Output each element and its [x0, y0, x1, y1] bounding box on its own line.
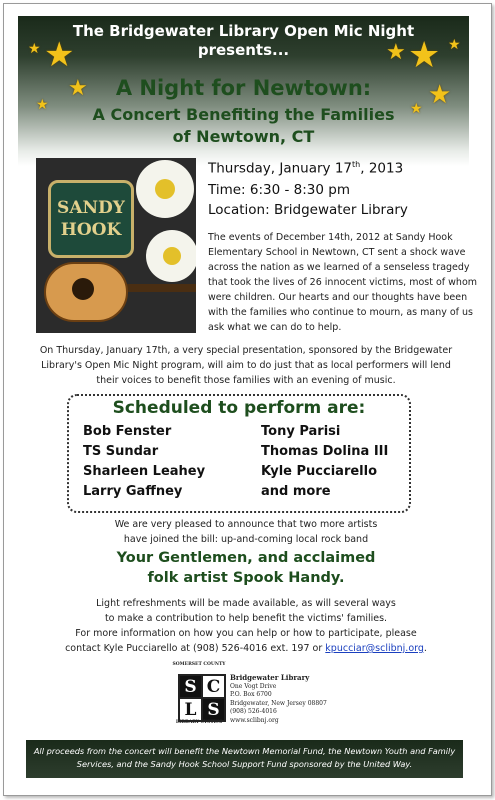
star-icon: ★ — [428, 80, 452, 110]
flyer-subtitle-2: of Newtown, CT — [172, 127, 315, 146]
sandy-hook-sign: SANDY HOOK — [48, 180, 134, 258]
header-line-1: The Bridgewater Library Open Mic Night — [72, 22, 415, 40]
contact-email-link[interactable]: kpucciar@sclibnj.org — [325, 643, 424, 654]
header-line-2: presents... — [197, 41, 290, 59]
event-location: Location: Bridgewater Library — [208, 202, 408, 218]
event-description: The events of December 14th, 2012 at Sandy Hook Elementary School in Newtown, CT sent a shock wave across the nation as we learned of a senseless tragedy that took the lives of 26 innocent victims, most of whom were children. Our hearts and our thoughts have been with the families who continue to mourn, as many of us ask what we can do to help. — [208, 232, 478, 333]
performer-name: TS Sundar — [83, 444, 159, 459]
performer-name: Larry Gaffney — [83, 484, 183, 499]
announcement-highlight-2: folk artist Spook Handy. — [147, 570, 345, 586]
flyer-header — [18, 16, 469, 166]
announcement-line-1: We are very pleased to announce that two more artists — [114, 519, 378, 530]
event-time: Time: 6:30 - 8:30 pm — [208, 182, 350, 198]
performer-name: Bob Fenster — [83, 424, 172, 439]
star-icon: ★ — [448, 37, 461, 53]
performer-name: Kyle Pucciarello — [261, 464, 378, 479]
announcement-line-2: have joined the bill: up-and-coming local rock band — [123, 534, 369, 545]
star-icon: ★ — [28, 41, 41, 57]
flyer-subtitle-1: A Concert Benefiting the Families — [92, 105, 395, 124]
event-paragraph: On Thursday, January 17th, a very special presentation, sponsored by the Bridgewater Library's Open Mic Night program, will aim to do just that as local performers will lend their voices to benefit those families with an evening of music. — [39, 345, 453, 386]
info-line-3: For more information on how you can help or how to participate, please — [75, 628, 417, 639]
footer-banner: All proceeds from the concert will benefit the Newtown Memorial Fund, the Newtown Youth and Family Services, and the Sandy Hook School Support Fund sponsored by the United Way. — [26, 740, 463, 778]
guitar-icon — [120, 284, 196, 292]
star-icon: ★ — [386, 40, 406, 65]
info-line-4: contact Kyle Pucciarello at (908) 526-4016 ext. 197 or kpucciar@sclibnj.org. — [65, 643, 427, 654]
performer-name: and more — [261, 484, 331, 499]
info-line-1: Light refreshments will be made available, as will several ways — [96, 598, 396, 609]
announcement-highlight-1: Your Gentlemen, and acclaimed — [116, 550, 376, 566]
star-icon: ★ — [408, 35, 441, 76]
performers-box — [67, 394, 411, 513]
performer-name: Tony Parisi — [261, 424, 341, 439]
sclsnj-logo: SOMERSET COUNTY S C L S LIBRARY SYSTEM — [172, 662, 226, 725]
star-icon: ★ — [36, 97, 49, 113]
performers-title: Scheduled to perform are: — [112, 398, 366, 418]
info-line-2: to make a contribution to help benefit the victims' families. — [104, 613, 388, 624]
star-icon: ★ — [44, 35, 75, 75]
performer-name: Sharleen Leahey — [83, 464, 206, 479]
performer-name: Thomas Dolina III — [261, 444, 389, 459]
flyer-title: A Night for Newtown: — [115, 76, 372, 100]
star-icon: ★ — [68, 76, 88, 101]
star-icon: ★ — [410, 101, 423, 117]
sandy-hook-photo — [36, 158, 196, 333]
library-address: Bridgewater Library One Vogt Drive P.O. Box 6700 Bridgewater, New Jersey 08807 (908) 526-4016 www.sclibnj.org — [230, 673, 327, 724]
event-date: Thursday, January 17th, 2013 — [208, 160, 404, 177]
